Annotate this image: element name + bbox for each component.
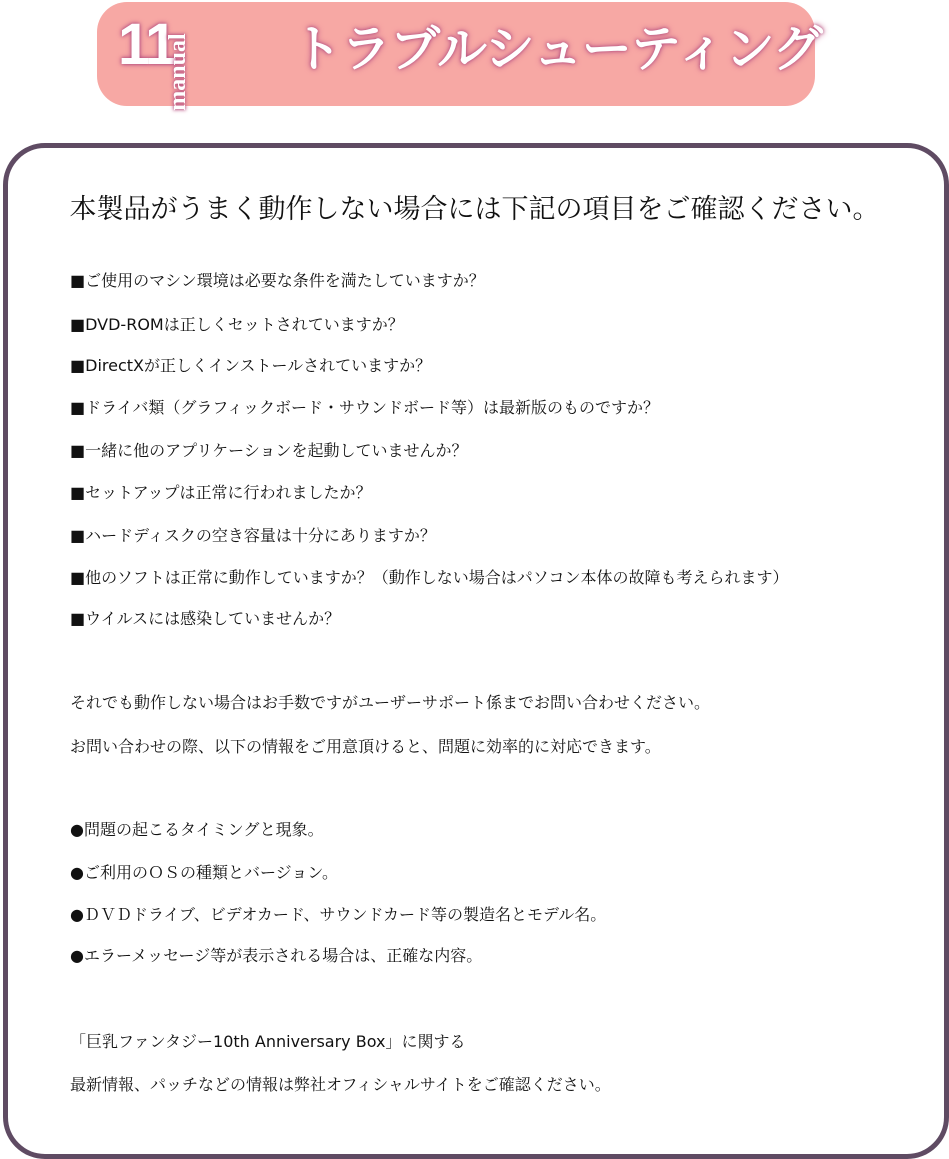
- content-panel: [3, 143, 949, 1159]
- page-title: トラブルシューティング: [292, 20, 822, 78]
- checklist-item: ■ハードディスクの空き容量は十分にありますか？: [70, 526, 436, 545]
- checklist-item: ■一緒に他のアプリケーションを起動していませんか？: [70, 441, 468, 460]
- info-item: ●ＤＶＤドライブ、ビデオカード、サウンドカード等の製造名とモデル名。: [70, 905, 607, 924]
- checklist-item: ■ご使用のマシン環境は必要な条件を満たしていますか？: [70, 271, 485, 290]
- info-item: ●ご利用のＯＳの種類とバージョン。: [70, 863, 339, 882]
- checklist-item: ■他のソフトは正常に動作していますか？（動作しない場合はパソコン本体の故障も考えられます）: [70, 568, 789, 587]
- checklist-item: ■DVD-ROMは正しくセットされていますか？: [70, 315, 404, 334]
- footer-text: 最新情報、パッチなどの情報は弊社オフィシャルサイトをご確認ください。: [70, 1075, 611, 1094]
- footer-text: 「巨乳ファンタジー10th Anniversary Box」に関する: [70, 1032, 466, 1051]
- manual-label: manual: [165, 33, 191, 111]
- support-text: お問い合わせの際、以下の情報をご用意頂けると、問題に効率的に対応できます。: [70, 737, 661, 756]
- chapter-number: 11: [118, 12, 176, 77]
- checklist-item: ■セットアップは正常に行われましたか？: [70, 483, 372, 502]
- info-item: ●問題の起こるタイミングと現象。: [70, 820, 324, 839]
- checklist-item: ■DirectXが正しくインストールされていますか？: [70, 356, 432, 375]
- checklist-item: ■ウイルスには感染していませんか？: [70, 609, 341, 628]
- checklist-item: ■ドライバ類（グラフィックボード・サウンドボード等）は最新版のものですか？: [70, 398, 660, 417]
- support-text: それでも動作しない場合はお手数ですがユーザーサポート係までお問い合わせください。: [70, 693, 711, 712]
- intro-heading: 本製品がうまく動作しない場合には下記の項目をご確認ください。: [69, 194, 880, 225]
- info-item: ●エラーメッセージ等が表示される場合は、正確な内容。: [70, 946, 483, 965]
